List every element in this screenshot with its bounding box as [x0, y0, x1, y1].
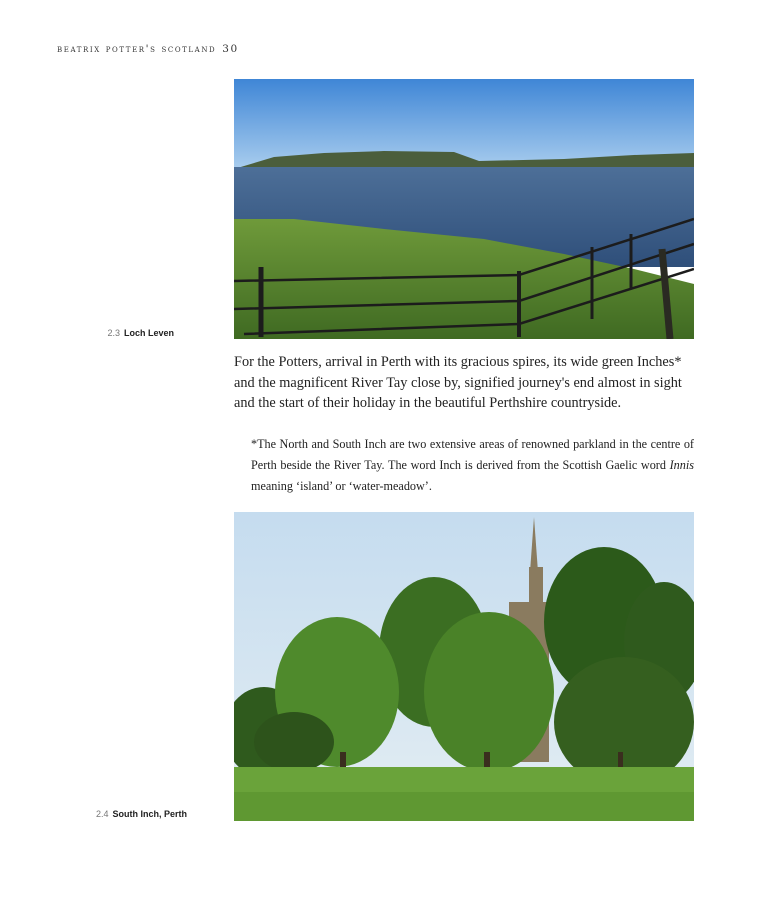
photo-south-inch-perth — [234, 512, 694, 821]
photo-loch-leven — [234, 79, 694, 339]
page-number: 30 — [222, 43, 239, 55]
footnote-text-end: meaning ‘island’ or ‘water-meadow’. — [251, 479, 432, 493]
footnote — [251, 434, 694, 497]
figure-title: Loch Leven — [123, 328, 174, 338]
running-title: beatrix potter's scotland — [57, 43, 217, 55]
figure-caption-2-3 — [107, 328, 174, 338]
figure-number: 2.4 — [95, 809, 109, 819]
footnote-text: *The North and South Inch are two extensive areas of renowned parkland in the centre of Perth beside the River Tay. The word Inch is derived from the Scottish Gaelic word — [251, 437, 694, 472]
figure-title: South Inch, Perth — [112, 809, 187, 819]
running-header — [57, 43, 239, 55]
footnote-italic-word: Innis — [669, 458, 694, 472]
figure-number: 2.3 — [107, 328, 120, 338]
body-paragraph: For the Potters, arrival in Perth with its gracious spires, its wide green Inches* and the magnificent River Tay close by, signified journey's end almost in sight and the start of their holiday in the beautiful Perthshire countryside. — [234, 354, 682, 411]
figure-caption-2-4 — [96, 809, 187, 819]
